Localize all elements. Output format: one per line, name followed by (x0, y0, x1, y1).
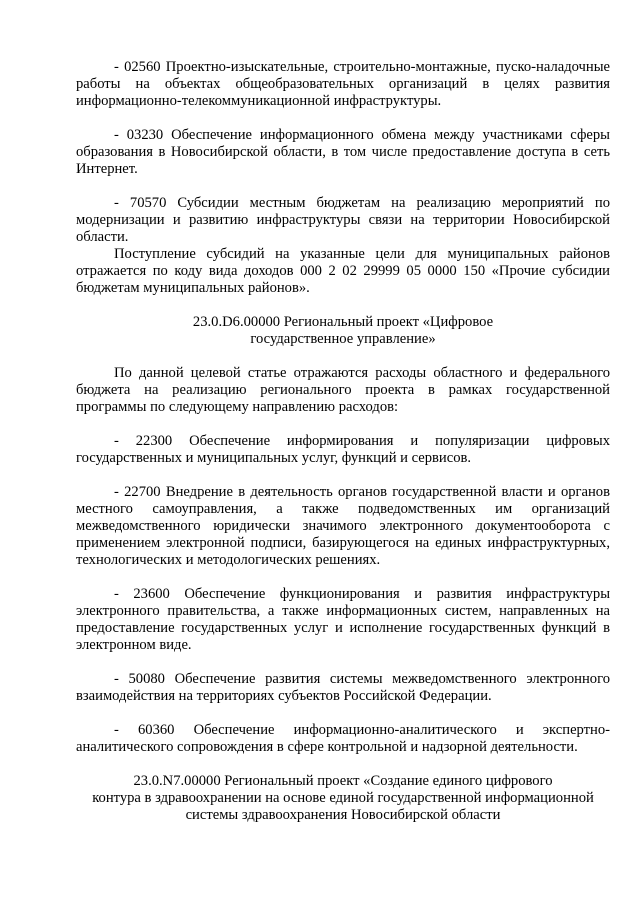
paragraph-02560: - 02560 Проектно-изыскательные, строительно-монтажные, пуско-наладочные работы на объектах общеобразовательных организаций в целях развития информационно-телекоммуникационной инфраструктуры. (76, 59, 610, 109)
section-heading-d6 (76, 314, 610, 348)
paragraph-subsidies-note: Поступление субсидий на указанные цели для муниципальных районов отражается по коду вида доходов 000 2 02 29999 05 0000 150 «Прочие субсидии бюджетам муниципальных районов». (76, 246, 610, 296)
section-heading-n7-line1: 23.0.N7.00000 Региональный проект «Создание единого цифрового (133, 773, 553, 789)
section-heading-d6-line2: государственное управление» (250, 331, 436, 347)
paragraph-23600: - 23600 Обеспечение функционирования и развития инфраструктуры электронного правительства, а также информационных систем, направленных на предоставление государственных услуг и исполнение государственных функций в электронном виде. (76, 586, 610, 653)
paragraph-60360: - 60360 Обеспечение информационно-аналитического и экспертно-аналитического сопровождения в сфере контрольной и надзорной деятельности. (76, 722, 610, 755)
section-heading-n7 (76, 773, 610, 824)
paragraph-22700: - 22700 Внедрение в деятельность органов государственной власти и органов местного самоуправления, а также подведомственных им организаций межведомственного юридически значимого электронного документооборота с применением электронной подписи, базирующегося на единых инфраструктурных, технологических и методологических решениях. (76, 484, 610, 568)
paragraph-03230: - 03230 Обеспечение информационного обмена между участниками сферы образования в Новосибирской области, в том числе предоставление доступа в сеть Интернет. (76, 127, 610, 177)
paragraph-d6-intro: По данной целевой статье отражаются расходы областного и федерального бюджета на реализацию регионального проекта в рамках государственной программы по следующему направлению расходов: (76, 365, 610, 415)
paragraph-50080: - 50080 Обеспечение развития системы межведомственного электронного взаимодействия на территориях субъектов Российской Федерации. (76, 671, 610, 704)
paragraph-70570: - 70570 Субсидии местным бюджетам на реализацию мероприятий по модернизации и развитию инфраструктуры связи на территории Новосибирской области. (76, 195, 610, 245)
paragraph-22300: - 22300 Обеспечение информирования и популяризации цифровых государственных и муниципальных услуг, функций и сервисов. (76, 433, 610, 466)
section-heading-n7-line2: контура в здравоохранении на основе единой государственной информационной (92, 790, 594, 806)
section-heading-n7-line3: системы здравоохранения Новосибирской области (185, 807, 501, 823)
section-heading-d6-line1: 23.0.D6.00000 Региональный проект «Цифровое (192, 314, 494, 330)
